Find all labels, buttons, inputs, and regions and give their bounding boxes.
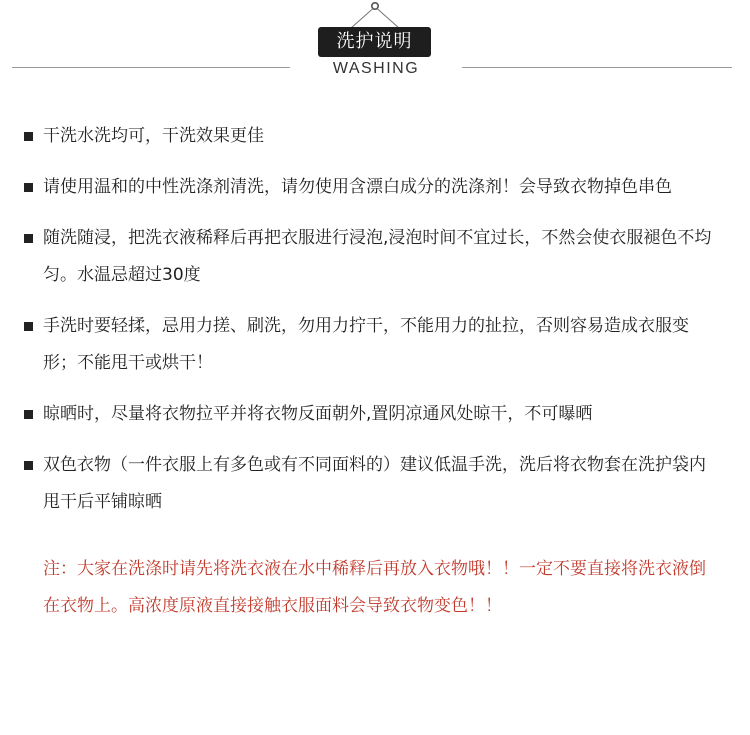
list-item — [0, 308, 750, 382]
list-item — [0, 118, 750, 155]
section-header — [0, 0, 750, 80]
bullet-square-icon — [24, 183, 33, 192]
list-item-text: 晾晒时，尽量将衣物拉平并将衣物反面朝外,置阴凉通风处晾干，不可曝晒 — [43, 404, 593, 424]
list-item-text: 干洗水洗均可，干洗效果更佳 — [43, 126, 264, 146]
bullet-square-icon — [24, 461, 33, 470]
list-item — [0, 447, 750, 521]
list-item-text: 手洗时要轻揉，忌用力搓、刷洗，勿用力拧干，不能用力的扯拉，否则容易造成衣服变形；不能甩干或烘干！ — [43, 316, 689, 373]
bullet-square-icon — [24, 234, 33, 243]
page-subtitle: WASHING — [332, 60, 420, 77]
list-item — [0, 220, 750, 294]
page-title: 洗护说明 — [318, 27, 431, 57]
bullet-square-icon — [24, 410, 33, 419]
washing-instructions-list — [0, 118, 750, 521]
header-divider-right — [462, 67, 732, 68]
list-item-text: 随洗随浸，把洗衣液稀释后再把衣服进行浸泡,浸泡时间不宜过长，不然会使衣服褪色不均匀。水温忌超过30度 — [43, 228, 712, 285]
bullet-square-icon — [24, 132, 33, 141]
hanger-icon — [315, 0, 435, 30]
header-divider-left — [12, 67, 290, 68]
list-item — [0, 396, 750, 433]
bullet-square-icon — [24, 322, 33, 331]
warning-note: 注：大家在洗涤时请先将洗衣液在水中稀释后再放入衣物哦！！一定不要直接将洗衣液倒在衣物上。高浓度原液直接接触衣服面料会导致衣物变色！！ — [43, 559, 706, 616]
list-item-text: 双色衣物（一件衣服上有多色或有不同面料的）建议低温手洗，洗后将衣物套在洗护袋内甩干后平铺晾晒 — [43, 455, 706, 512]
list-item — [0, 169, 750, 206]
list-item-text: 请使用温和的中性洗涤剂清洗，请勿使用含漂白成分的洗涤剂！会导致衣物掉色串色 — [43, 177, 672, 197]
